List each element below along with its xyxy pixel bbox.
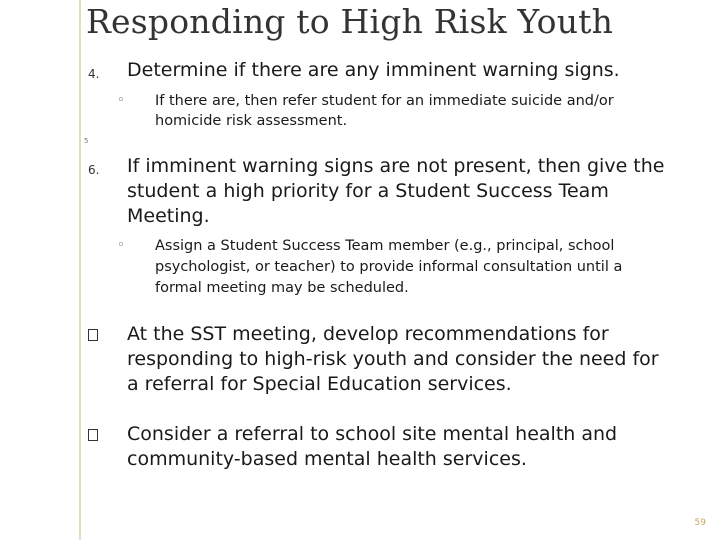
bullet-circle-icon: ◦ xyxy=(117,238,125,253)
list-item-line: student a high priority for a Student Success Team xyxy=(127,180,609,202)
list-number: 6. xyxy=(88,163,100,177)
stray-list-number: 5 xyxy=(84,137,89,145)
list-item-sst xyxy=(88,323,708,398)
list-item-line: responding to high-risk youth and consider the need for xyxy=(127,348,659,370)
list-item-referral xyxy=(88,423,708,473)
list-item-6 xyxy=(88,155,708,230)
sub-item-line: psychologist, or teacher) to provide informal consultation until a xyxy=(155,259,623,275)
sub-item-line: formal meeting may be scheduled. xyxy=(155,280,409,296)
sub-item-line: homicide risk assessment. xyxy=(155,113,348,129)
page-number: 59 xyxy=(694,518,706,528)
sub-item-6a xyxy=(117,237,717,297)
bullet-circle-icon: ◦ xyxy=(117,93,125,108)
box-icon xyxy=(88,429,98,441)
list-item-line: Meeting. xyxy=(127,205,210,227)
sub-item-line: Assign a Student Success Team member (e.g., principal, school xyxy=(155,238,615,254)
slide-title: Responding to High Risk Youth xyxy=(86,2,614,41)
list-item-line: Consider a referral to school site mental health and xyxy=(127,423,618,445)
list-item-line: a referral for Special Education services. xyxy=(127,373,512,395)
list-item-line: At the SST meeting, develop recommendations for xyxy=(127,323,609,345)
left-accent-rule xyxy=(79,0,81,540)
list-item-text: Determine if there are any imminent warning signs. xyxy=(127,59,620,81)
box-icon xyxy=(88,329,98,341)
list-item-line: If imminent warning signs are not present, then give the xyxy=(127,155,665,177)
list-item-4 xyxy=(88,59,708,89)
list-number: 4. xyxy=(88,67,100,81)
sub-item-line: If there are, then refer student for an immediate suicide and/or xyxy=(155,93,614,109)
list-item-line: community-based mental health services. xyxy=(127,448,527,470)
sub-item-4a xyxy=(117,92,717,132)
